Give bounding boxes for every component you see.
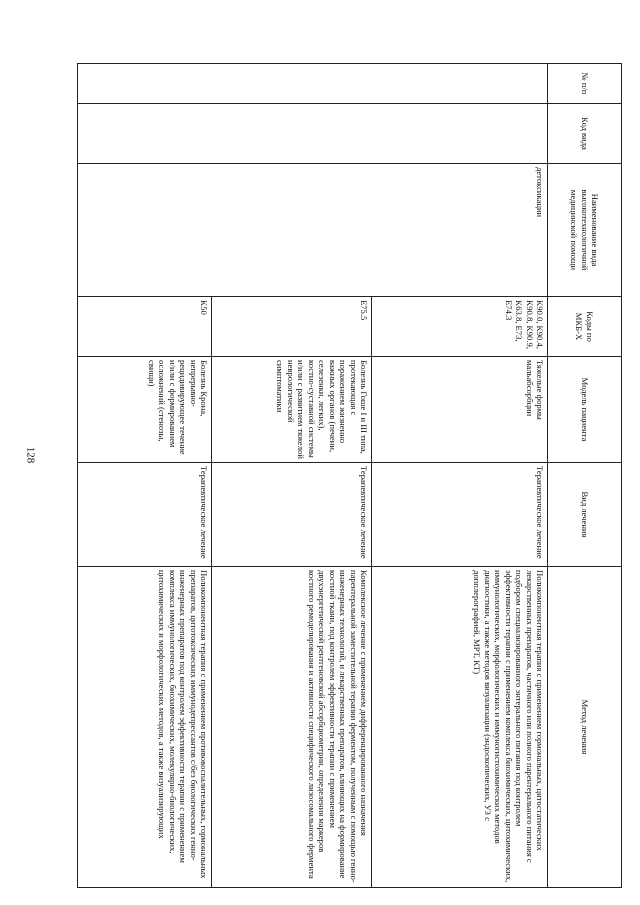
header-icd: Коды по МКБ-Х <box>548 297 622 357</box>
cell-type: Терапевтическое лечение <box>372 463 548 567</box>
cell-code <box>78 104 548 164</box>
cell-method: Поликомпонентная терапия с применением гормональных, цитостатических лекарственных препаратов, частичного или полного парентерального питания с подбором специализированного энтерального питания под контролем эффективности терапии с применением комплекса биохимических, цитохимических, иммунологических, морфологических и иммуногистохимических методов диагностики, а также методов визуализации (эндоскопических, УЗ с допплерографией, МРТ, КТ) <box>372 567 548 888</box>
cell-model: Тяжелые формы мальабсорбции <box>372 357 548 463</box>
header-name: Наименование вида высокотехнологичной медицинской помощи <box>548 164 622 297</box>
page-number: 128 <box>24 446 37 464</box>
cell-name: детоксикации <box>78 164 548 297</box>
cell-model: Болезнь Крона, непрерывно-рецидивирующее течение и/или с формированием осложнений (стенозы, свищи) <box>78 357 212 463</box>
header-code: Код вида <box>548 104 622 164</box>
table-row <box>372 64 548 888</box>
header-type: Вид лечения <box>548 463 622 567</box>
cell-type: Терапевтическое лечение <box>212 463 372 567</box>
header-model: Модель пациента <box>548 357 622 463</box>
cell-icd: K90.0, K90.4, K90.8, K90.9, K63.8, E73, E74.3 <box>372 297 548 357</box>
rotated-page-content <box>77 63 622 887</box>
header-num: № п/п <box>548 64 622 104</box>
table-header-row <box>548 64 622 888</box>
treatment-table <box>77 63 622 888</box>
cell-icd: E75.5 <box>212 297 372 357</box>
cell-method: Поликомпонентная терапия с применением противовоспалительных, гормональных препаратов, цитотоксических иммунодепрессантов с/без биологических генно-инженерных препаратов под контролем эффективности терапии с применением комплекса иммунологических, биохимических, молекулярно-биологических, цитохимических и морфологических методов, а также визуализирующих <box>78 567 212 888</box>
cell-icd: K50 <box>78 297 212 357</box>
cell-num <box>78 64 548 104</box>
cell-model: Болезнь Гоше I и III типа, протекающая с поражением жизненно важных органов (печени, селезенки, легких), костно-суставной системы и/или с развитием тяжелой неврологической симптоматики <box>212 357 372 463</box>
header-method: Метод лечения <box>548 567 622 888</box>
cell-method: Комплексное лечение с применением дифференцированного назначения парентеральной заместительной терапии ферментом, полученным с помощью генно-инженерных технологий, и лекарственных препаратов, влияющих на формирование костной ткани, под контролем эффективности терапии с применением двухэнергетической рентгеновской абсорбциометрии, определения маркеров костного ремоделирования и активности специфического лизосомального фермента <box>212 567 372 888</box>
cell-type: Терапевтическое лечение <box>78 463 212 567</box>
